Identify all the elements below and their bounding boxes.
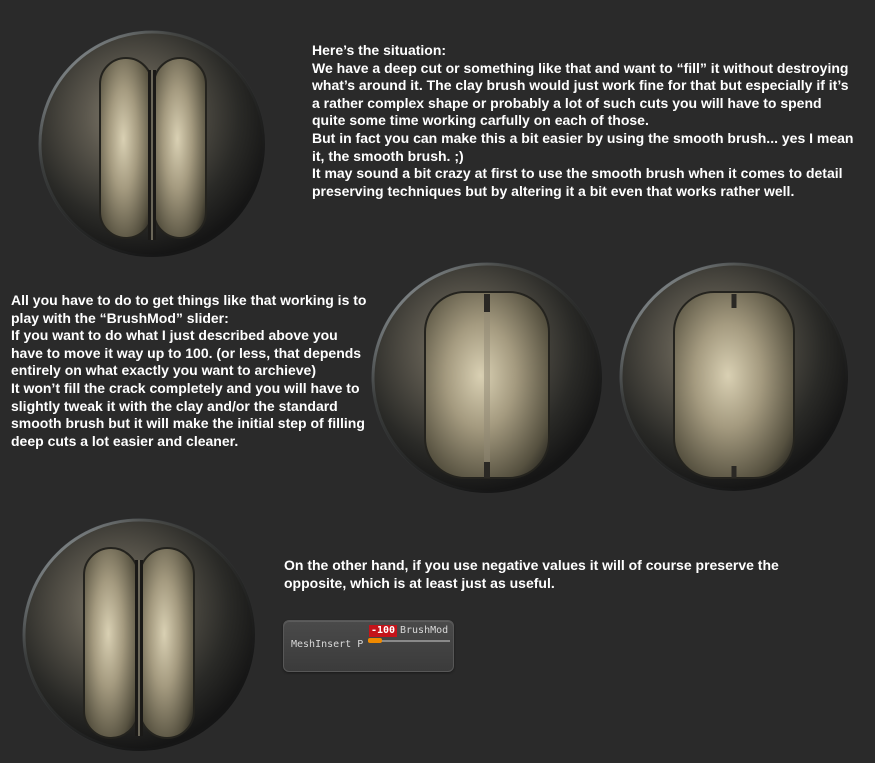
brushmod-slider-knob[interactable] [368, 638, 382, 643]
sphere-image-deep-cut [38, 30, 266, 258]
sphere-image-preserved-cut [22, 518, 256, 752]
text-block-brushmod [11, 292, 371, 450]
sphere-image-filled [619, 262, 849, 492]
paragraph: All you have to do to get things like that working is to play with the “BrushMod” slider: [11, 292, 367, 326]
brushmod-slider-panel [283, 620, 454, 672]
sphere-image-partially-filled [371, 262, 603, 494]
paragraph: It won’t fill the crack completely and you will have to slightly tweak it with the clay and/or the standard smooth brush but it will make the initial step of filling deep cuts a lot easier and cleaner. [11, 379, 365, 449]
paragraph: If you want to do what I just described above you have to move it way up to 100. (or less, that depends entirely on what exactly you want to archieve) [11, 327, 362, 379]
paragraph: It may sound a bit crazy at first to use the smooth brush when it comes to detail preserving techniques but by altering it a bit even that works rather well. [312, 165, 843, 199]
paragraph: Here’s the situation: [312, 42, 447, 58]
paragraph: But in fact you can make this a bit easier by using the smooth brush... yes I mean it, the smooth brush. ;) [312, 129, 854, 164]
text-block-situation [312, 42, 857, 200]
meshinsert-label: MeshInsert P [291, 639, 364, 650]
paragraph: On the other hand, if you use negative values it will of course preserve the opposite, which is at least just as useful. [284, 557, 779, 591]
brushmod-label: BrushMod [400, 625, 449, 636]
paragraph: We have a deep cut or something like that and want to “fill” it without destroying what’s around it. The clay brush would just work fine for that but especially if it’s a rather complex shape or probably a lot of such cuts you will have to spend quite some time working carfully on each of those. [312, 59, 849, 129]
brushmod-value: -100 [371, 625, 396, 636]
text-block-negative-values [284, 557, 844, 592]
